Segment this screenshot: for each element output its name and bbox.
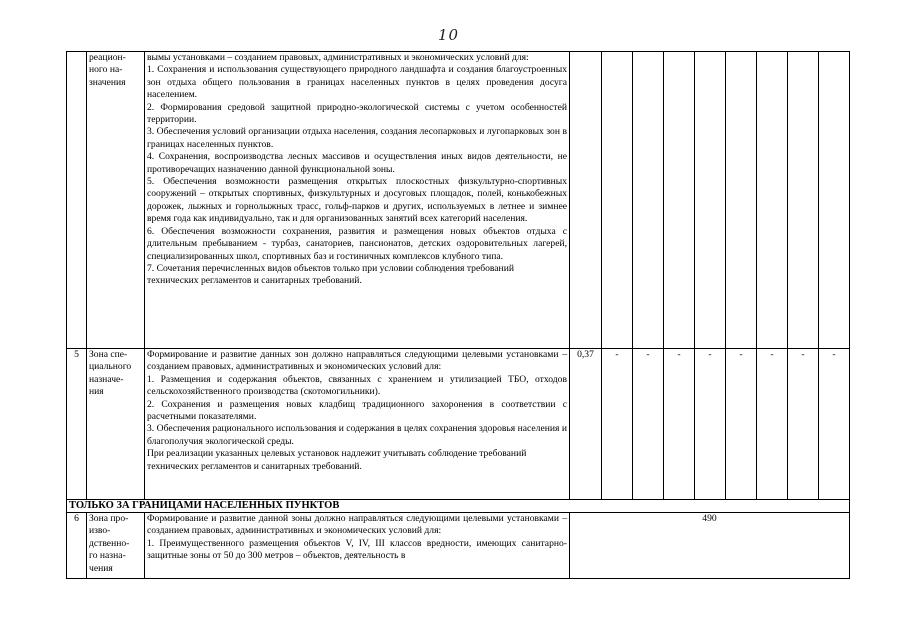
zone-description-cell [145,349,570,500]
zone-name-line: циального [89,361,132,373]
description-paragraph: 7. Сочетания перечисленных видов объектов только при условии соблюдения требований технических регламентов и санитарных требований. [147,262,514,287]
description-paragraph: 2. Формирования средовой защитной природно-экологической системы с учетом особенностей территории. [147,101,567,126]
dash-cell: - [633,349,664,500]
dash-cell: - [788,349,819,500]
value-cell [819,52,850,349]
row-number-cell: 6 [67,513,87,579]
value-cell [757,52,788,349]
description-paragraph: Формирование и развитие данной зоны должно направляться следующими целевыми установками – созданием правовых, административных и экономических условий для: [147,513,567,537]
zone-name-line: значения [89,76,126,88]
description-paragraph: Формирование и развитие данных зон должно направляться следующими целевыми установками – созданием правовых, административных и экономических условий для: [147,349,567,373]
zone-name-line: изво- [89,525,111,537]
zone-name-cell [87,349,145,500]
zone-name-line: Зона спе- [89,349,128,360]
value-cell [788,52,819,349]
description-paragraph: 1. Сохранения и использования существующего природного ландшафта и создания благоустроенных зон отдыха общего пользования в границах населенных пунктов в целях проведения досуга населением. [147,64,567,101]
row-number-cell: 5 [67,349,87,500]
dash-cell: - [726,349,757,500]
description-paragraph: 1. Преимущественного размещения объектов V, IV, III классов вредности, имеющих санитарно-защитные зоны от 50 до 300 метров – объектов, деятельность в [147,537,567,562]
section-header: ТОЛЬКО ЗА ГРАНИЦАМИ НАСЕЛЕННЫХ ПУНКТОВ [67,500,850,513]
description-paragraph: 2. Сохранения и размещения новых кладбищ традиционного захоронения в соответствии с расчетными показателями. [147,398,567,423]
description-paragraph: 1. Размещения и содержания объектов, связанных с хранением и утилизацией ТБО, отходов сельскохозяйственного производства (скотомогильники). [147,373,567,398]
description-paragraph: вымы установками – созданием правовых, административных и экономических условий для: [147,52,529,63]
row-number-cell [67,52,87,349]
zone-description-cell [145,513,570,579]
zone-name-line: Зона про- [89,513,129,524]
merged-value-cell: 490 [570,513,850,579]
value-cell [602,52,633,349]
value-cell [664,52,695,349]
value-cell [570,52,602,349]
area-value-cell: 0,37 [570,349,602,500]
zone-name-cell [87,513,145,579]
dash-cell: - [602,349,633,500]
zone-name-line: чения [89,562,113,574]
description-paragraph: 3. Обеспечения условий организации отдыха населения, создания лесопарковых и лугопарковых зон в границах населенных пунктов. [147,126,567,150]
description-paragraph: 3. Обеспечения рационального использования и содержания в целях сохранения здоровья населения и благополучия экологической среды. [147,423,567,447]
description-paragraph: 5. Обеспечения возможности размещения открытых плоскостных физкультурно-спортивных сооружений – открытых спортивных, физкультурных и досуговых площадок, полей, конькобежных дорожек, лыжных и горнолыжных трасс, гольф-парков и других, используемых в летнее и зимнее время года как индивидуально, так и для организованных занятий всех категорий населения. [147,176,567,225]
value-cell [695,52,726,349]
dash-cell: - [664,349,695,500]
zone-name-line: го назна- [89,550,126,562]
description-paragraph: 4. Сохранения, воспроизводства лесных массивов и осуществления иных видов деятельности, не противоречащих назначению данной функциональной зоны. [147,151,567,175]
table-row-continued [67,52,850,349]
section-header-row [67,500,850,513]
zone-name-line: ного на- [89,64,123,76]
description-paragraph: 6. Обеспечения возможности сохранения, развития и размещения новых объектов отдыха с длительным пребыванием - турбаз, санаториев, пансионатов, детских оздоровительных лагерей, специализированных школ, спортивных баз и гостиничных комплексов клубного типа. [147,225,567,262]
zone-description-cell [145,52,570,349]
page-number: 10 [438,26,460,44]
table-row-5 [67,349,850,500]
zone-name-line: дственно- [89,537,130,549]
zone-name-line: назначе- [89,373,124,385]
value-cell [726,52,757,349]
description-paragraph: При реализации указанных целевых установок надлежит учитывать соблюдение требований технических регламентов и санитарных требований. [147,448,527,472]
zone-name-line: реацион- [89,52,126,63]
value-cell [633,52,664,349]
table-row-6 [67,513,850,579]
dash-cell: - [819,349,850,500]
zone-name-cell [87,52,145,349]
dash-cell: - [695,349,726,500]
zones-table [66,51,850,579]
zone-name-line: ния [89,386,104,398]
dash-cell: - [757,349,788,500]
